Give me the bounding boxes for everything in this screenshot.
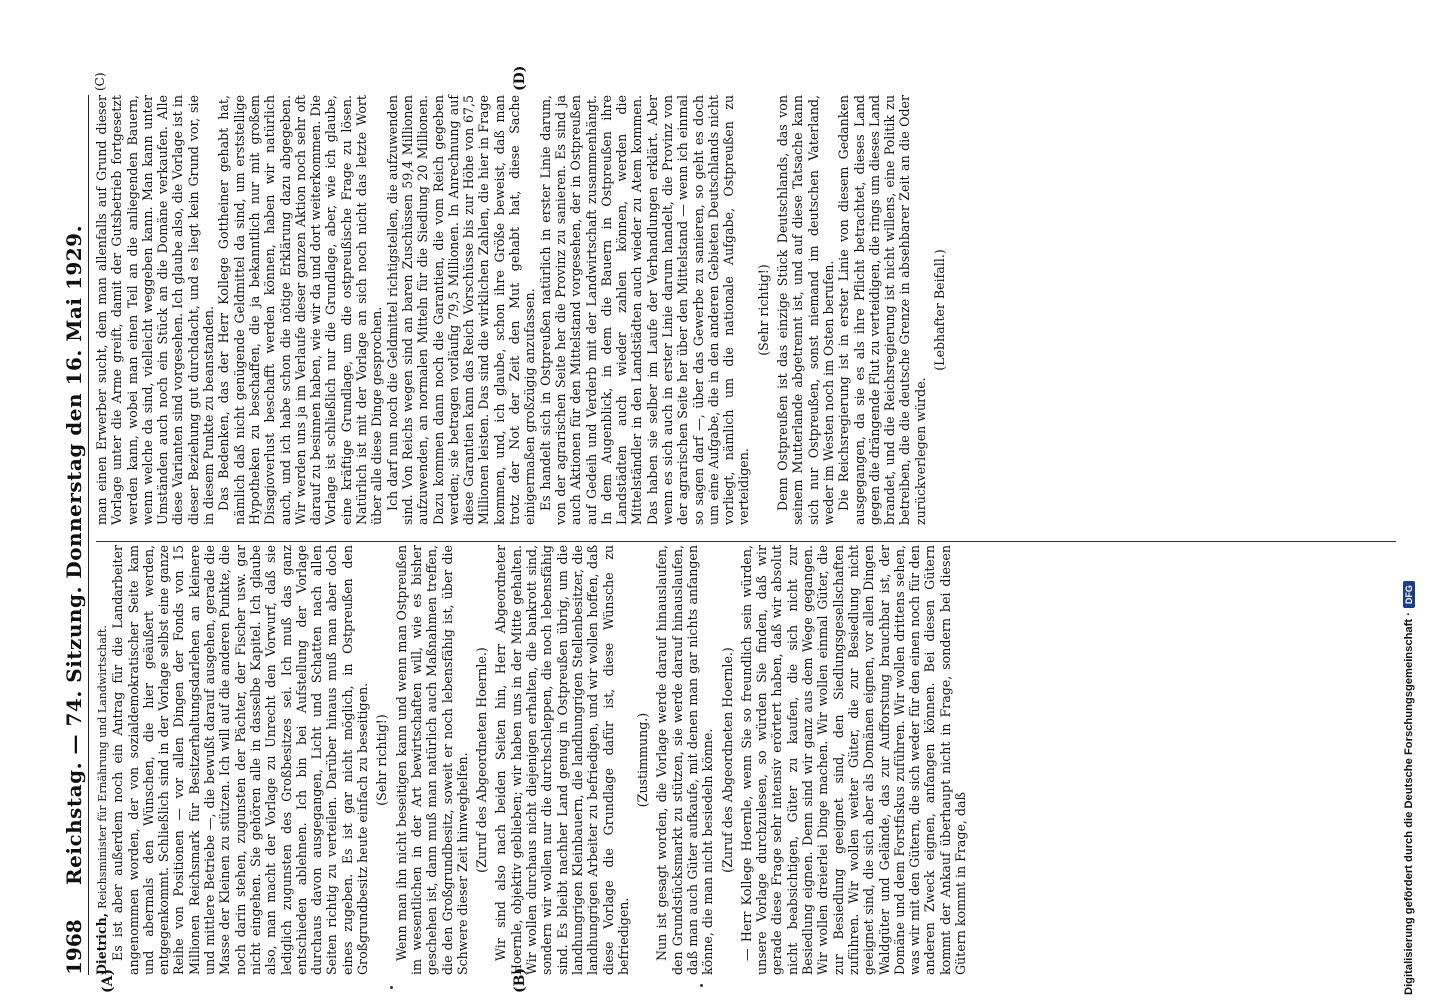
paragraph: Nun ist gesagt worden, die Vorlage werde darauf hinauslaufen, den Grundstücksmarkt zu stützen, sie werde darauf hinauslaufen, daß man auch Güter aufkaufe, mit denen man gar nichts anfangen könne, die man nicht besiedeln könne. bbox=[654, 545, 716, 975]
newspaper-page bbox=[60, 65, 1400, 995]
margin-mark-b: (B) bbox=[512, 967, 528, 993]
paragraph: Das Bedenken, das der Herr Kollege Gottheiner gehabt hat, nämlich daß nicht genügende Geldmittel da sind, um erststellige Hypotheken zu beschaffen, die ja bekanntlich nur mit großem Disagioverlust beschafft werden können, haben wir natürlich auch, und ich habe schon die nötige Erklärung dazu abgegeben. Wir werden uns ja im Verlaufe dieser ganzen Aktion noch sehr oft darauf zu besinnen haben, wie wir da und dort weiterkommen. Die Vorlage ist schließlich nur die Grundlage, aber, wie ich glaube, eine kräftige Grundlage, um die ostpreußische Frage zu lösen. Natürlich ist mit der Vorlage an sich noch nicht das letzte Wort über alle diese Dinge gesprochen. bbox=[216, 95, 385, 525]
scan-speck bbox=[700, 984, 703, 987]
page-number: 1968 bbox=[62, 919, 86, 975]
credit-text: Digitalisierung gefördert durch die Deutsche Forschungsgemeinschaft · bbox=[1403, 612, 1415, 995]
paragraph: Es ist aber außerdem noch ein Antrag für die Landarbeiter angenommen worden, der von sozialdemokratischer Seite kam und abermals den Wünschen, die hier geäußert werden, entgegenkommt. Schließlich sind in der Vorlage selbst eine ganze Reihe von Positionen — vor allen Dingen der Fonds von 15 Millionen Reichsmark für Besitzerhaltungsdarlehen an kleinere und mittlere Betriebe —, die bewußt darauf ausgehen, gerade die Masse der Kleinen zu stützen. Ich will auf die anderen Punkte, die noch darin stehen, zugunsten der Pächter, der Fischer usw. gar nicht eingehen. Sie gehören alle in dasselbe Kapitel. Ich glaube also, man macht der Vorlage zu Unrecht den Vorwurf, daß sie lediglich zugunsten des Großbesitzes sei. Ich muß das ganz entschieden ablehnen. Ich bin bei Aufstellung der Vorlage durchaus davon ausgegangen, Licht und Schatten nach allen Seiten richtig zu verteilen. Darüber hinaus muß man aber doch eines zugeben. Es ist gar nicht möglich, in Ostpreußen den Großgrundbesitz heute einfach zu beseitigen. bbox=[110, 545, 371, 975]
speaker-name: Dietrich, bbox=[94, 912, 109, 975]
paragraph: Es handelt sich in Ostpreußen natürlich in erster Linie darum, von der agrarischen Seite her die Provinz zu sanieren. Es sind ja auch Aktionen für den Mittelstand vorgesehen, der in Ostpreußen auf Gedeih und Verderb mit der Landwirtschaft zusammenhängt. In dem Augenblick, in dem die Bauern in Ostpreußen ihre Landstädten auch wieder zahlen können, werden die Mittelständler in den Landstädten auch wieder zu Atem kommen. Das haben sie selber im Laufe der Verhandlungen erklärt. Aber wenn es sich auch in erster Linie darum handelt, die Provinz von der agrarischen Seite her über den Mittelstand — wenn ich einmal so sagen darf —, über das Gewerbe zu sanieren, so geht es doch um eine Aufgabe, die in den anderen Gebieten Deutschlands nicht vorliegt, nämlich um die nationale Aufgabe, Ostpreußen zu verteidigen. bbox=[537, 95, 752, 525]
interjection: (Zuruf des Abgeordneten Hoernle.) bbox=[719, 647, 735, 873]
speaker-role: Reichsminister für Ernährung und Landwirtschaft. bbox=[96, 625, 109, 909]
paragraph: Ich darf nun noch die Geldmittel richtigstellen, die aufzuwenden sind. Von Reichs wegen sind an baren Zuschüssen 59,4 Millionen aufzuwenden, an normalen Mitteln für die Siedlung 20 Millionen. Dazu kommen dann noch die Garantien, die vom Reich gegeben werden; sie betragen vorläufig 79,5 Millionen. In Anrechnung auf diese Garantien kann das Reich Vorschüsse bis zur Höhe von 67,5 Millionen leisten. Das sind die wirklichen Zahlen, die hier in Frage kommen, und, ich glaube, schon ihre Größe beweist, daß man trotz der Not der Zeit den Mut gehabt hat, diese Sache einigermaßen großzügig anzufassen. bbox=[384, 95, 538, 525]
digitization-credit bbox=[1394, 0, 1424, 995]
right-column bbox=[94, 95, 951, 525]
speaker-line bbox=[94, 545, 110, 975]
paragraph: Denn Ostpreußen ist das einzige Stück Deutschlands, das von seinem Mutterlande abgetrennt ist, und auf diese Tatsache kann sich nur Ostpreußen, sonst niemand im deutschen Vaterland, weder im Westen noch im Osten berufen. bbox=[775, 95, 836, 525]
paragraph: Wenn man ihn nicht beseitigen kann und wenn man Ostpreußen im wesentlichen in der Art bewirtschaften will, wie es bisher geschehen ist, dann muß man natürlich auch Maßnahmen treffen, die den Großgrundbesitz, soweit er noch lebensfähig ist, über die Schwere dieser Zeit hinweghelfen. bbox=[393, 545, 470, 975]
paragraph: Wir sind also nach beiden Seiten hin, Herr Abgeordneter Hoernle, objektiv geblieben; wir haben uns in der Mitte gehalten. Wir wollen durchaus nicht diejenigen erhalten, die bankrott sind, sondern wir wollen nur die durchschleppen, die noch lebensfähig sind. Es bleibt nachher Land genug in Ostpreußen übrig, um die landhungrigen Kleinbauern, die landhungrigen Stellenbesitzer, die landhungrigen Arbeiter zu befriedigen, und wir wollen hoffen, daß diese Vorlage die Grundlage dafür ist, diese Wünsche zu befriedigen. bbox=[493, 545, 631, 975]
page-title: Reichstag. — 74. Sitzung. Donnerstag den 16. Mai 1929. bbox=[62, 224, 86, 885]
column-divider bbox=[96, 541, 1396, 542]
interjection: (Sehr richtig!) bbox=[374, 714, 390, 806]
dfg-logo: DFG bbox=[1403, 581, 1415, 608]
interjection: (Zustimmung.) bbox=[635, 712, 651, 808]
margin-mark-c: (C) bbox=[93, 72, 107, 91]
left-column bbox=[94, 545, 968, 975]
interjection: (Lebhafter Beifall.) bbox=[932, 249, 948, 371]
paragraph: — Herr Kollege Hoernle, wenn Sie so freundlich sein würden, unsere Vorlage durchzulesen, so würden Sie finden, daß wir gerade diese Frage sehr intensiv erörtert haben, daß wir absolut nicht beabsichtigen, Güter zu kaufen, die sich nicht zur Besiedlung eignen. Denn sind wir ganz aus dem Wege gegangen. Wir wollen dreierlei Dinge machen. Wir wollen einmal Güter, die zur Besiedlung geeignet sind, den Siedlungsgesellschaften zuführen. Wir wollen weiter Güter, die zur Besiedlung nicht geeignet sind, die sich aber als Domänen eignen, vor allen Dingen Waldgüter und Gelände, das zur Aufforstung brauchbar ist, der Domäne und dem Forstfiskus zuführen. Wir wollen drittens sehen, was wir mit den Gütern, die sich weder für den einen noch für den anderen Zweck eignen, anfangen können. Bei diesen Gütern kommt der Ankauf überhaupt nicht in Frage, sondern bei diesen Gütern kommt in Frage, daß bbox=[738, 545, 969, 975]
interjection: (Sehr richtig!) bbox=[755, 264, 771, 356]
paragraph: man einen Erwerber sucht, dem man allenfalls auf Grund dieser Vorlage unter die Arme greift, damit der Gutsbetrieb fortgesetzt werden kann, wobei man einen Teil an die anliegenden Bauern, wenn welche da sind, vielleicht weggeben kann. Man kann unter Umständen auch noch ein Stück an die Domäne verkaufen. Alle diese Varianten sind vorgesehen. Ich glaube also, die Vorlage ist in dieser Beziehung gut durchdacht, und es liegt kein Grund vor, sie in diesem Punkte zu beanstanden. bbox=[94, 95, 217, 525]
margin-mark-a: (A) bbox=[100, 968, 116, 993]
scan-speck bbox=[390, 986, 393, 989]
paragraph: Die Reichsregierung ist in erster Linie von diesem Gedanken ausgegangen, da sie es als ihre Pflicht betrachtet, dieses Land gegen die drängende Flut zu verteidigen, die rings um dieses Land brandet, und die Reichsregierung ist nicht willens, eine Politik zu betreiben, die die deutsche Grenze in absehbarer Zeit an die Oder zurückverlegen würde. bbox=[836, 95, 928, 525]
margin-mark-d: (D) bbox=[512, 65, 528, 91]
page-header bbox=[60, 95, 89, 975]
interjection: (Zuruf des Abgeordneten Hoernle.) bbox=[474, 647, 490, 873]
